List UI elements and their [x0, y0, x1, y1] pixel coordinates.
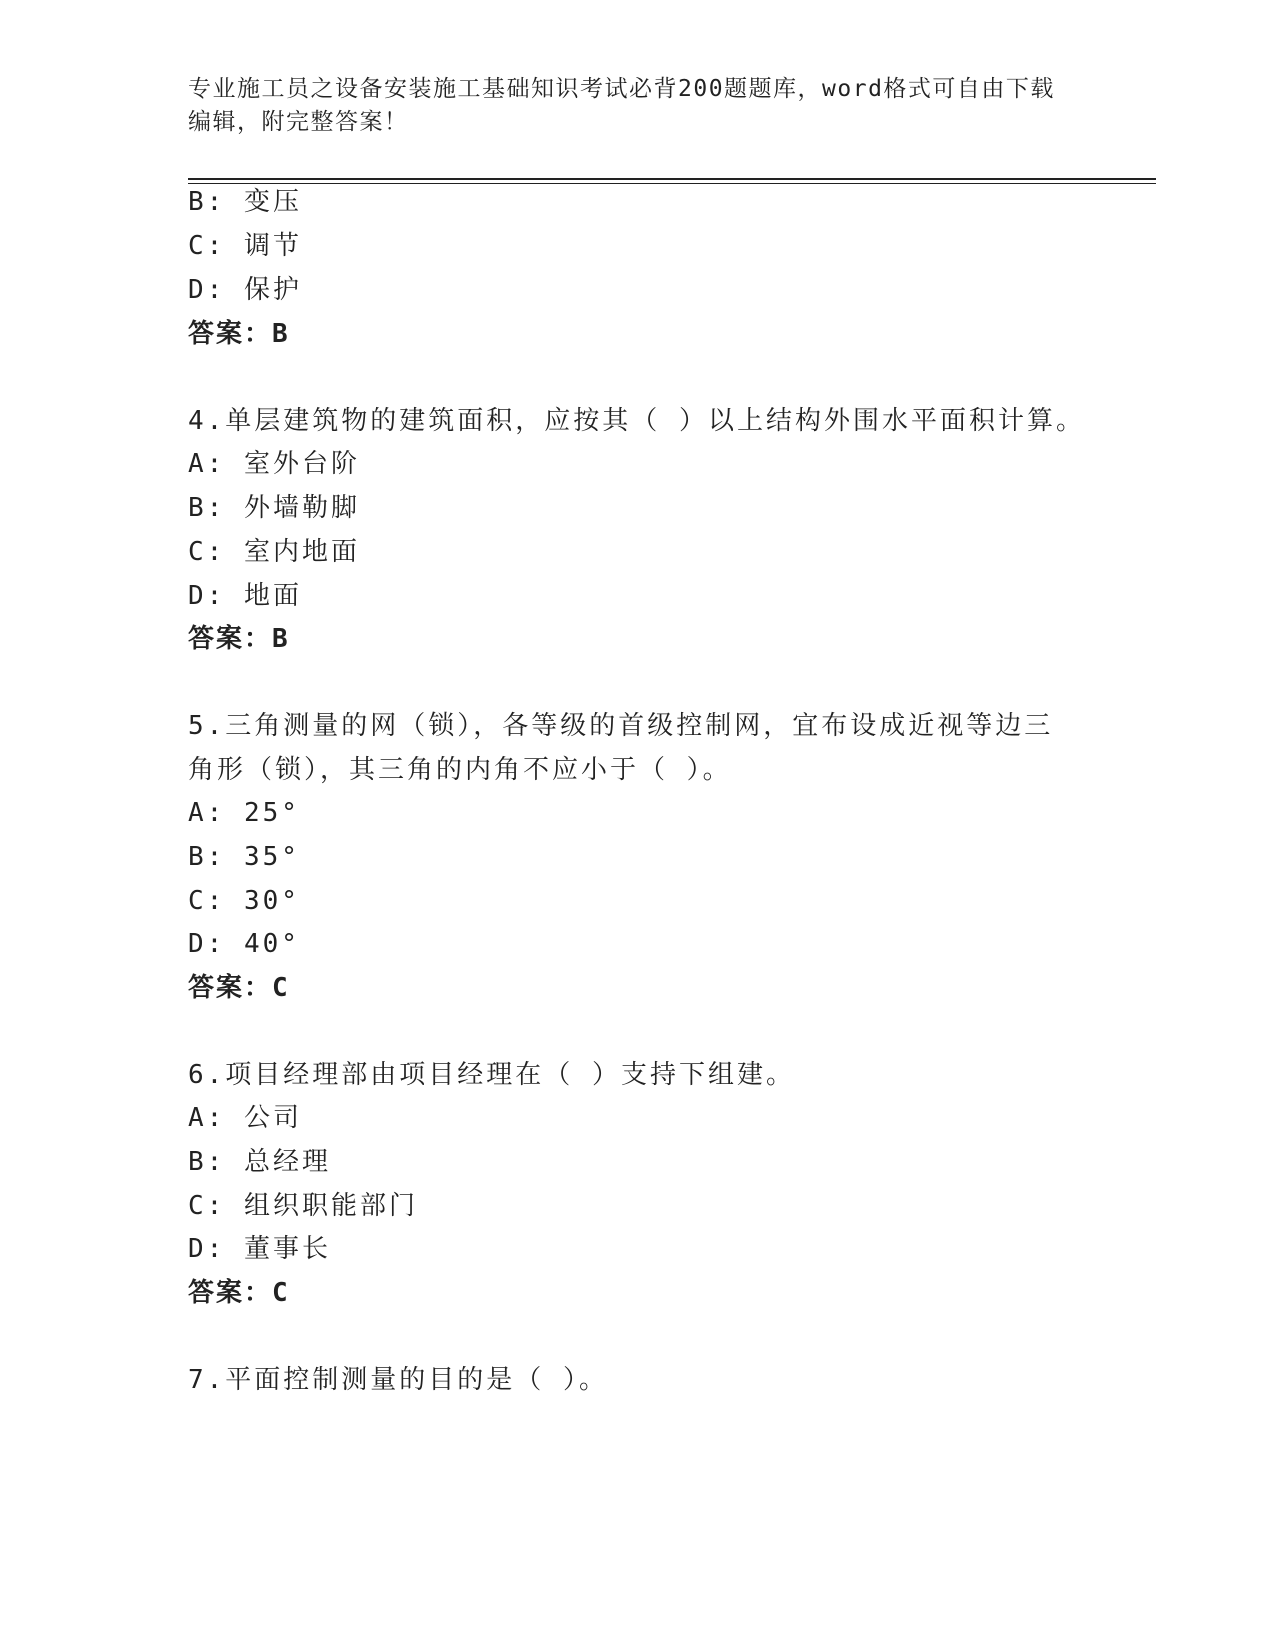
q5-option-a: A: 25° — [188, 798, 300, 828]
header-line-2: 编辑，附完整答案！ — [188, 109, 409, 135]
q3-option-b: B: 变压 — [188, 187, 302, 217]
header-line-1: 专业施工员之设备安装施工基础知识考试必背200题题库，word格式可自由下载 — [188, 76, 1055, 102]
q5-question-line-1: 5.三角测量的网（锁），各等级的首级控制网，宜布设成近视等边三 — [188, 711, 1054, 741]
q5-question-line-2: 角形（锁），其三角的内角不应小于（ ）。 — [188, 755, 732, 785]
q4-question: 4.单层建筑物的建筑面积，应按其（ ）以上结构外围水平面积计算。 — [188, 406, 1085, 436]
q7-question: 7.平面控制测量的目的是（ ）。 — [188, 1365, 608, 1395]
q5-option-d: D: 40° — [188, 929, 300, 959]
q6-option-a: A: 公司 — [188, 1103, 302, 1133]
header-divider-thick — [188, 178, 1156, 180]
q3-option-d: D: 保护 — [188, 275, 302, 305]
header-divider-thin — [188, 183, 1156, 184]
q5-option-b: B: 35° — [188, 842, 300, 872]
q6-question: 6.项目经理部由项目经理在（ ）支持下组建。 — [188, 1060, 795, 1090]
q3-option-c: C: 调节 — [188, 231, 302, 261]
q5-option-c: C: 30° — [188, 886, 300, 916]
document-header — [188, 73, 1088, 139]
q6-option-b: B: 总经理 — [188, 1147, 331, 1177]
q4-option-c: C: 室内地面 — [188, 537, 360, 567]
q4-option-a: A: 室外台阶 — [188, 449, 360, 479]
q3-answer: 答案：B — [188, 319, 290, 349]
q6-option-c: C: 组织职能部门 — [188, 1191, 418, 1221]
q6-option-d: D: 董事长 — [188, 1234, 331, 1264]
q4-option-b: B: 外墙勒脚 — [188, 493, 360, 523]
q6-answer: 答案：C — [188, 1278, 290, 1308]
q4-answer: 答案：B — [188, 624, 290, 654]
q4-option-d: D: 地面 — [188, 581, 302, 611]
q5-answer: 答案：C — [188, 973, 290, 1003]
